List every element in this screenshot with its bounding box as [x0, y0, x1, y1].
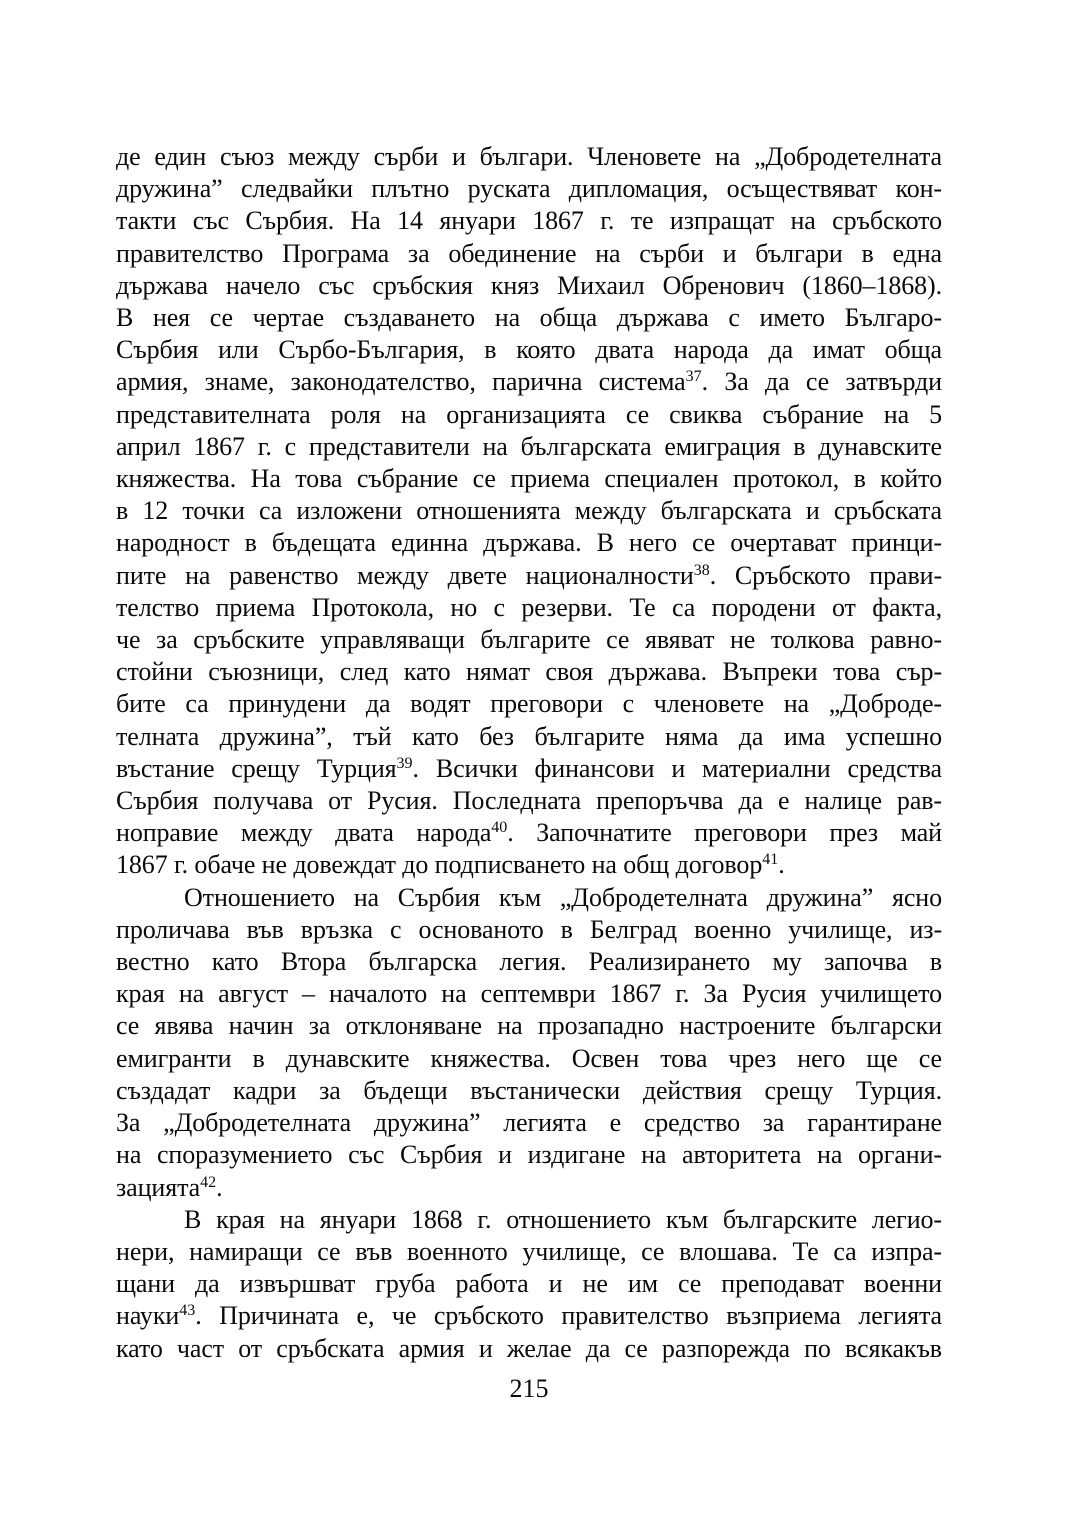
text-line [116, 592, 942, 624]
text-segment: април 1867 г. с представители на българската емиграция в дунавските [116, 431, 942, 461]
text-segment: . Всички финансови и материални средства [412, 753, 942, 783]
text-line [116, 1075, 942, 1107]
text-segment: вестно като Втора българска легия. Реализирането му започва в [116, 947, 942, 977]
text-line [116, 785, 942, 817]
text-segment: . Започнатите преговори през май [507, 818, 942, 848]
footnote-reference: 38 [693, 561, 710, 579]
text-segment: Сърбия получава от Русия. Последната препоръчва да е налице рав- [116, 786, 942, 816]
text-line [116, 238, 942, 270]
text-segment: . Причината е, че сръбското правителство възприема легията [195, 1301, 942, 1331]
text-segment: де един съюз между сърби и българи. Членовете на „Добродетелната [116, 142, 942, 171]
text-line [116, 753, 942, 785]
text-line [116, 366, 942, 398]
text-segment: въстание срещу Турция [116, 753, 397, 783]
text-segment: в 12 точки са изложени отношенията между българската и сръбската [116, 496, 942, 526]
text-line [116, 463, 942, 495]
text-segment: нери, намиращи се във военното училище, се влошава. Те са изпра- [116, 1236, 942, 1266]
text-segment: Сърбия или Сърбо-България, в която двата народа да имат обща [116, 335, 942, 365]
text-segment: на споразумението със Сърбия и издигане на авторитета на органи- [116, 1140, 942, 1170]
text-segment: княжества. На това събрание се приема специален протокол, в който [116, 464, 942, 494]
text-line [116, 1268, 942, 1300]
text-segment: щани да извършват груба работа и не им се преподават военни [116, 1269, 942, 1299]
text-line [116, 914, 942, 946]
text-segment: се явява начин за отклоняване на прозападно настроените български [116, 1011, 942, 1041]
text-line [116, 1204, 942, 1236]
text-line [116, 173, 942, 205]
text-line [116, 527, 942, 559]
footnote-reference: 42 [200, 1173, 217, 1191]
text-line [116, 270, 942, 302]
footnote-reference: 43 [179, 1302, 196, 1320]
text-segment: пите на равенство между двете националности [116, 560, 694, 590]
text-segment: емигранти в дунавските княжества. Освен това чрез него ще се [116, 1043, 942, 1073]
text-segment: че за сръбските управляващи българите се явяват не толкова равно- [116, 625, 942, 655]
text-line [116, 882, 942, 914]
text-segment: науки [116, 1301, 180, 1331]
text-line [116, 141, 942, 173]
text-segment: телство приема Протокола, но с резерви. Те са породени от факта, [116, 592, 942, 622]
text-segment: армия, знаме, законодателство, парична система [116, 367, 686, 397]
text-segment: края на август – началото на септември 1867 г. За Русия училището [116, 979, 942, 1009]
text-segment: В нея се чертае създаването на обща държава с името Българо- [116, 303, 942, 333]
text-segment: проличава във връзка с основаното в Белград военно училище, из- [116, 914, 942, 944]
footnote-reference: 37 [685, 368, 702, 386]
text-line [116, 1010, 942, 1042]
text-line [116, 560, 942, 592]
text-line [116, 688, 942, 720]
text-line [116, 302, 942, 334]
text-line [116, 1107, 942, 1139]
footnote-reference: 40 [491, 819, 508, 837]
text-line [116, 1043, 942, 1075]
text-line [116, 399, 942, 431]
text-segment: стойни съюзници, след като нямат своя държава. Въпреки това сър- [116, 657, 942, 687]
text-segment: представителната роля на организацията се свиква събрание на 5 [116, 399, 942, 429]
footnote-reference: 41 [762, 851, 779, 869]
text-segment: В края на януари 1868 г. отношението към българските легио- [184, 1204, 942, 1234]
text-segment: като част от сръбската армия и желае да се разпорежда по всякакъв [116, 1333, 942, 1363]
page-number: 215 [509, 1374, 549, 1403]
text-line [116, 817, 942, 849]
text-line [116, 1172, 942, 1204]
text-segment: . Сръбското прави- [709, 560, 943, 590]
text-line [116, 431, 942, 463]
text-segment: правителство Програма за обединение на сърби и българи в една [116, 238, 942, 268]
text-line [116, 624, 942, 656]
text-segment: създадат кадри за бъдещи въстанически действия срещу Турция. [116, 1075, 942, 1105]
text-segment: ноправие между двата народа [116, 818, 492, 848]
text-segment: бите са принудени да водят преговори с членовете на „Доброде- [116, 689, 942, 719]
text-segment: дружина” следвайки плътно руската дипломация, осъществяват кон- [116, 174, 942, 204]
text-line [116, 495, 942, 527]
text-segment: . [216, 1172, 223, 1202]
text-line [116, 1139, 942, 1171]
text-line [116, 1300, 942, 1332]
text-line [116, 656, 942, 688]
text-segment: такти със Сърбия. На 14 януари 1867 г. те изпращат на сръбското [116, 206, 942, 236]
text-line [116, 946, 942, 978]
footnote-reference: 39 [396, 754, 413, 772]
text-line [116, 721, 942, 753]
text-segment: . [778, 850, 785, 880]
text-segment: За „Добродетелната дружина” легията е средство за гарантиране [116, 1108, 942, 1138]
text-line [116, 978, 942, 1010]
text-segment: народност в бъдещата единна държава. В него се очертават принци- [116, 528, 942, 558]
text-line [116, 849, 942, 881]
text-segment: зацията [116, 1172, 201, 1202]
text-segment: 1867 г. обаче не довеждат до подписването на общ договор [116, 850, 763, 880]
text-line [116, 205, 942, 237]
text-line [116, 1236, 942, 1268]
text-segment: Отношението на Сърбия към „Добродетелната дружина” ясно [184, 882, 942, 912]
text-line [116, 1333, 942, 1365]
text-segment: телната дружина”, тъй като без българите няма да има успешно [116, 721, 942, 751]
text-segment: . За да се затвърди [701, 367, 942, 397]
text-segment: държава начело със сръбския княз Михаил Обренович (1860–1868). [116, 270, 942, 300]
text-block [116, 141, 942, 1365]
text-line [116, 334, 942, 366]
